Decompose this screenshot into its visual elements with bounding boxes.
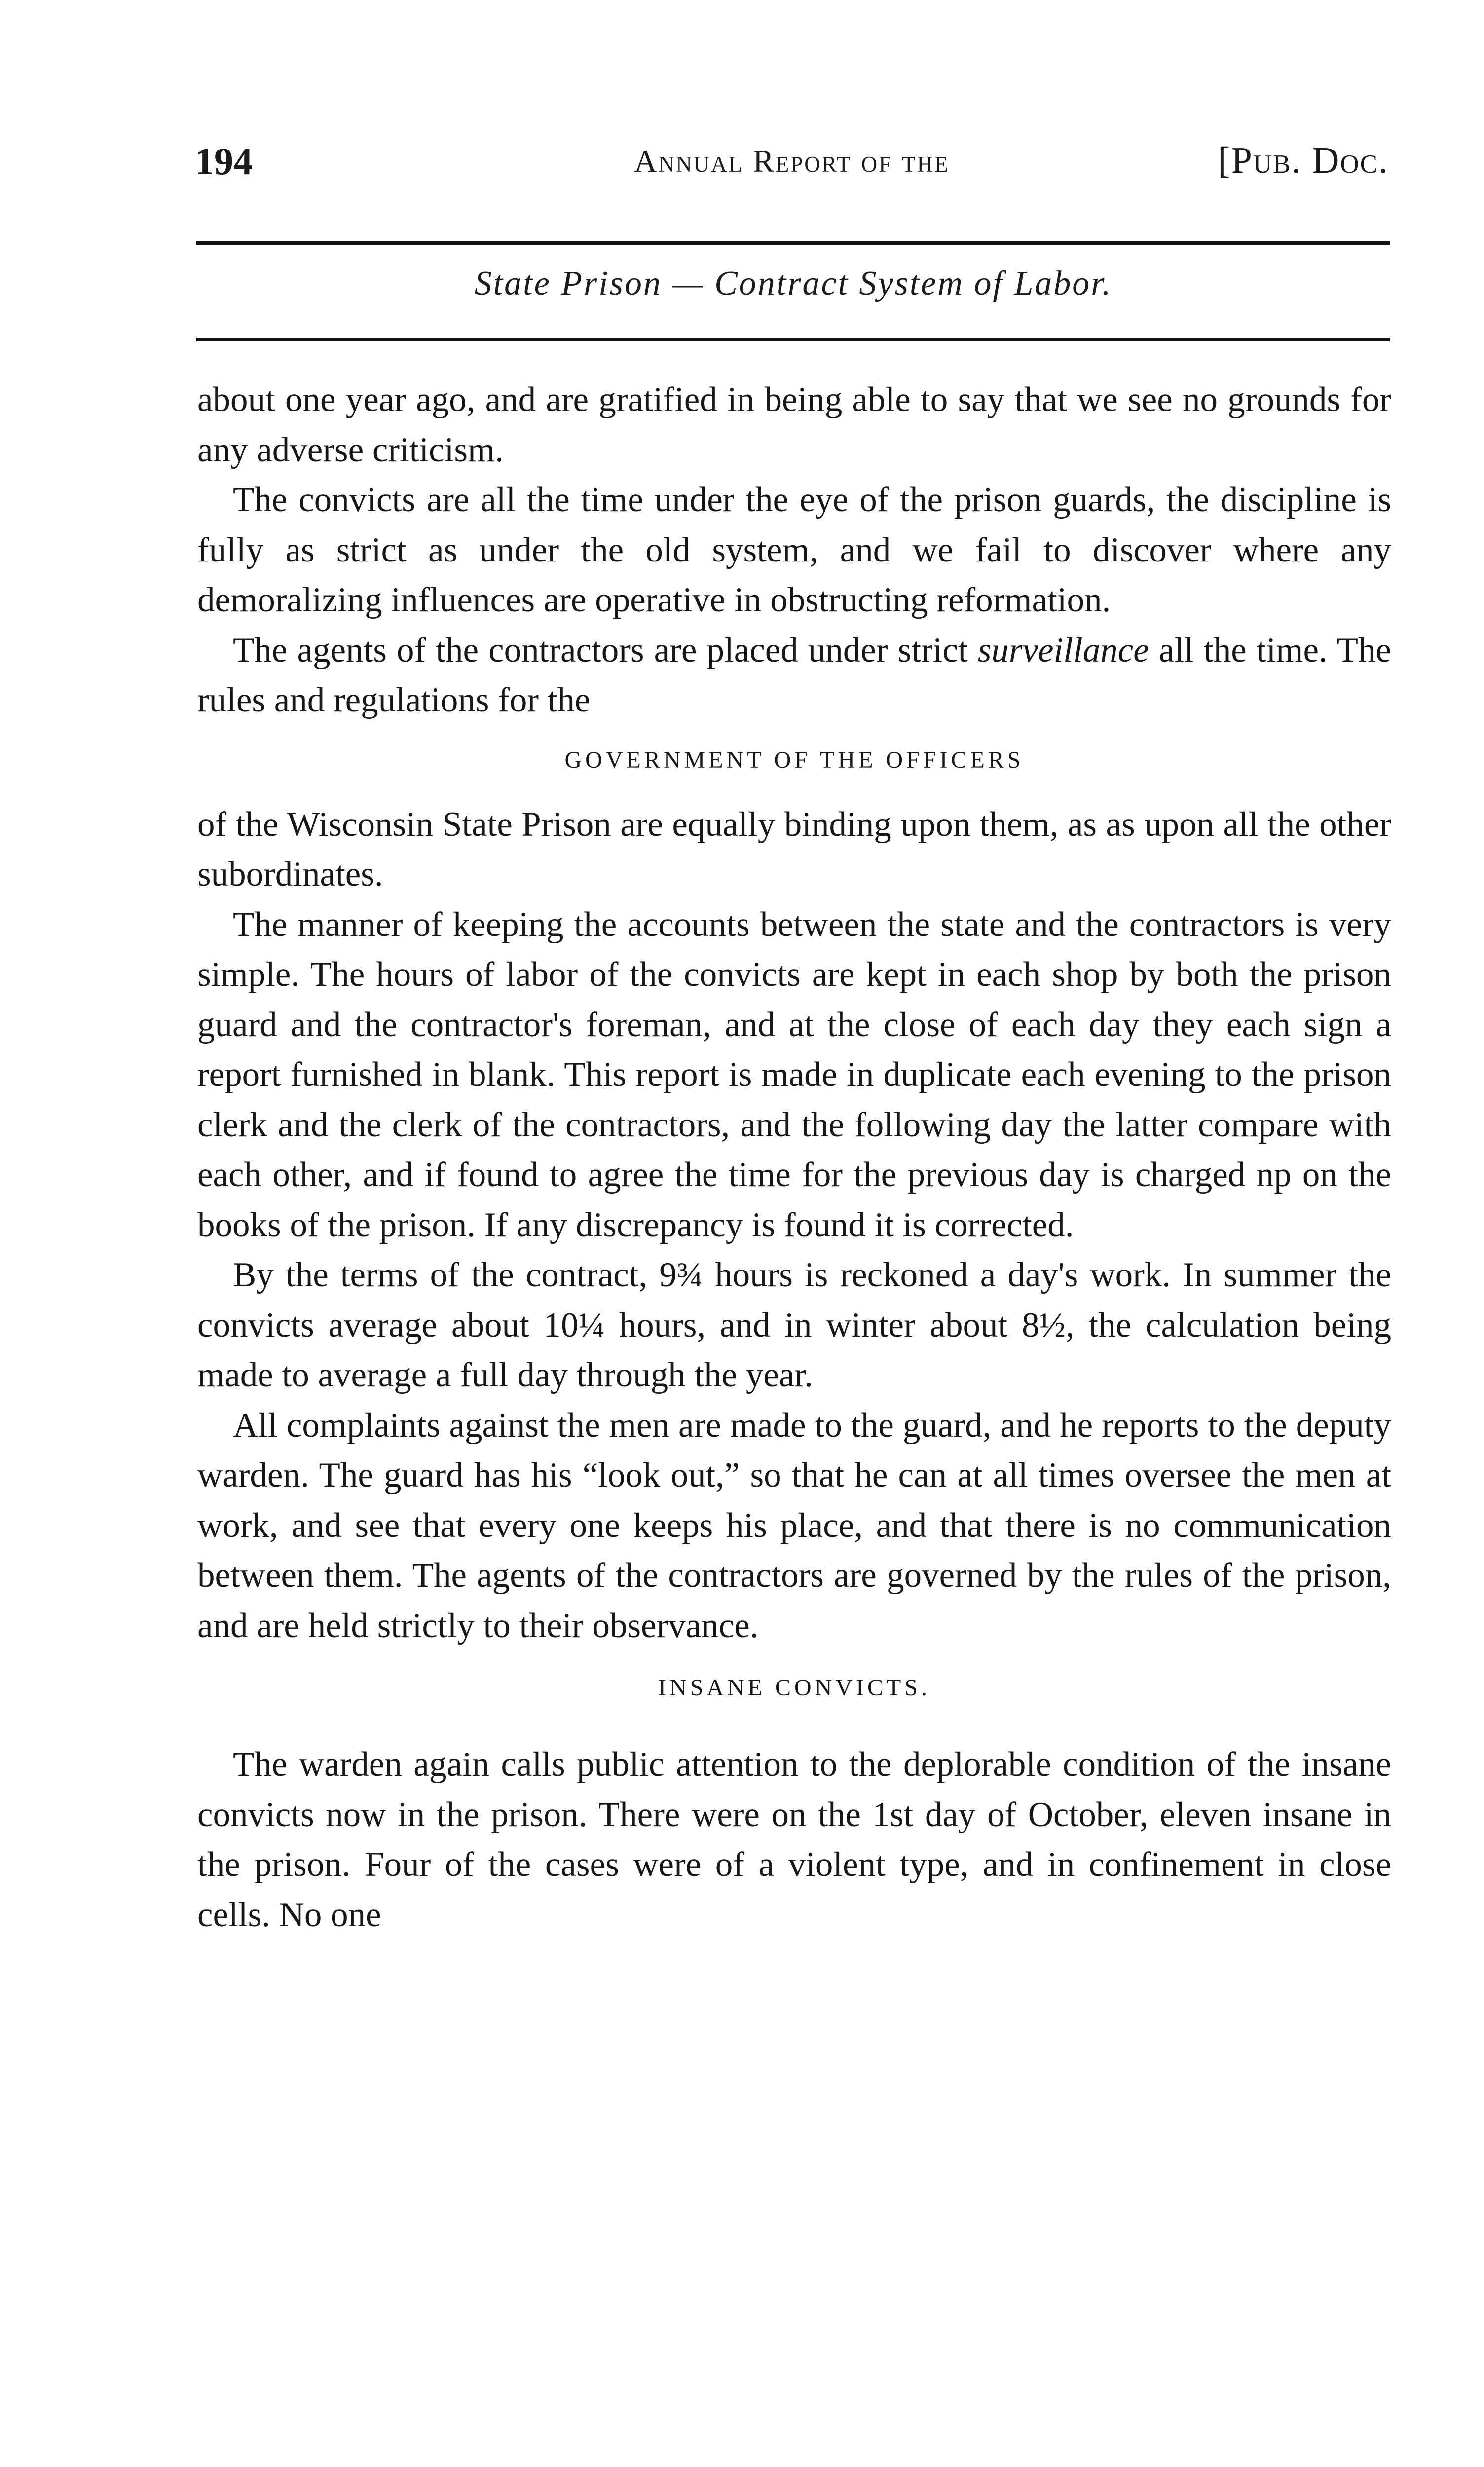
paragraph: All complaints against the men are made to the guard, and he reports to the deputy warden. The guard has his “look out,” so that he can at all times oversee the men at work, and see that every one keeps his place, and that there is no communication between them. The agents of the contractors are governed by the rules of the prison, and are held strictly to their observance. — [197, 1406, 1391, 1645]
page-number: 194 — [195, 140, 253, 183]
paragraph: The manner of keeping the accounts between the state and the contractors is very simple. The hours of labor of the convicts are kept in each shop by both the prison guard and the contractor's foreman, and at the close of each day they each sign a report furnished in blank. This report is made in duplicate each evening to the prison clerk and the clerk of the contractors, and the following day the latter compare with each other, and if found to agree the time for the previous day is charged np on the books of the prison. If any discrepancy is found it is corrected. — [197, 905, 1391, 1244]
paragraph — [197, 626, 1391, 726]
page-body — [197, 375, 1391, 1940]
paragraph: By the terms of the contract, 9¾ hours is reckoned a day's work. In summer the convicts average about 10¼ hours, and in winter about 8½, the calculation being made to average a full day through the year. — [197, 1256, 1391, 1394]
running-title: Annual Report of the — [634, 144, 950, 179]
paragraph: The convicts are all the time under the eye of the prison guards, the discipline is fully as strict as under the old system, and we fail to discover where any demoralizing influences are operative in obstructing reformation. — [197, 481, 1391, 619]
page-header — [195, 139, 1389, 193]
italic-term: surveillance — [977, 631, 1149, 670]
paragraph: about one year ago, and are gratified in being able to say that we see no grounds for any adverse criticism. — [197, 380, 1391, 469]
paragraph: of the Wisconsin State Prison are equally binding upon them, as as upon all the other subordinates. — [197, 805, 1391, 894]
section-subtitle: State Prison — Contract System of Labor. — [474, 264, 1113, 302]
document-label: [Pub. Doc. — [1218, 140, 1389, 181]
header-rule-top — [196, 241, 1390, 245]
section-heading: GOVERNMENT OF THE OFFICERS — [564, 747, 1024, 773]
section-heading: INSANE CONVICTS. — [658, 1675, 930, 1701]
paragraph-text: The agents of the contractors are placed under strict — [233, 631, 978, 670]
paragraph-text: all the time. The rules and regulations for the — [197, 631, 1391, 719]
header-rule-bottom — [196, 338, 1390, 341]
paragraph: The warden again calls public attention to the deplorable condition of the insane convicts now in the prison. There were on the 1st day of October, eleven insane in the prison. Four of the cases were of a violent type, and in confinement in close cells. No one — [197, 1745, 1391, 1934]
